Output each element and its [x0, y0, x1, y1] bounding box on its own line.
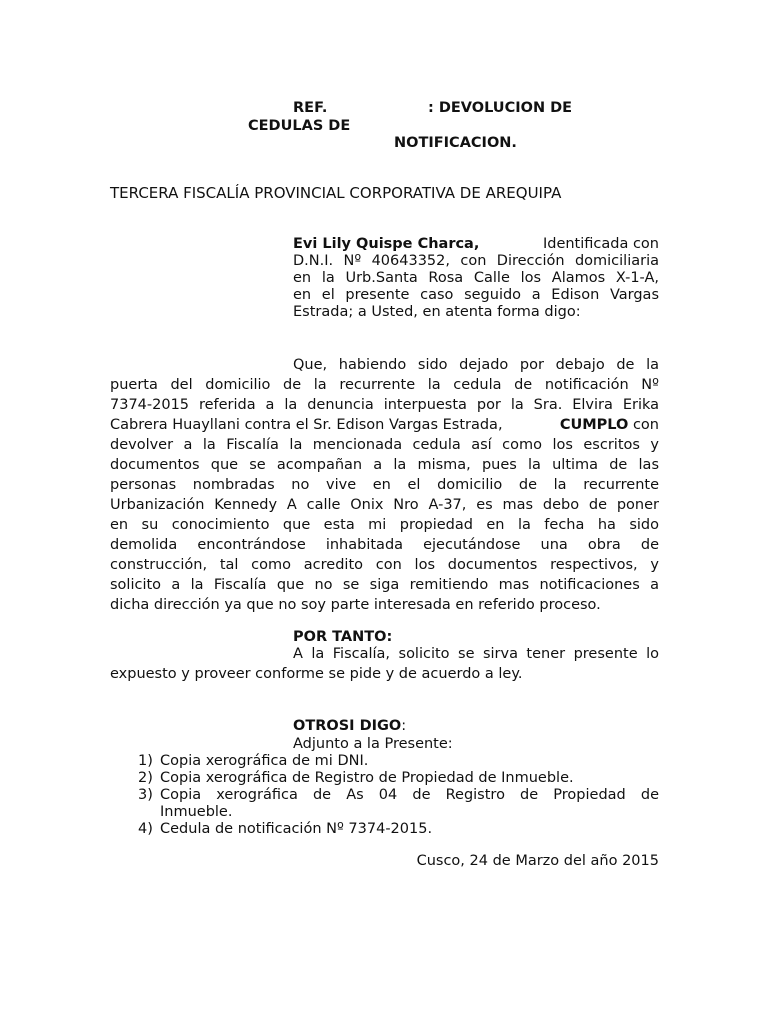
- body-line: devolver a la Fiscalía la mencionada cedula así como los escritos y: [110, 437, 659, 453]
- body-paragraph: [110, 357, 659, 617]
- attachment-number: 3): [138, 787, 153, 803]
- ref-line3: NOTIFICACION.: [394, 135, 517, 151]
- place-date: Cusco, 24 de Marzo del año 2015: [416, 853, 659, 869]
- body-after-bold: con: [632, 417, 659, 433]
- body-line: solicito a la Fiscalía que no se siga remitiendo mas notificaciones a: [110, 577, 659, 593]
- intro-line: en el presente caso seguido a Edison Vargas: [293, 287, 659, 303]
- por-tanto-heading: POR TANTO:: [293, 629, 393, 645]
- intro-line: Estrada; a Usted, en atenta forma digo:: [293, 304, 581, 320]
- sender-name: Evi Lily Quispe Charca,: [293, 236, 480, 252]
- attachment-text: Copia xerográfica de As 04 de Registro de Propiedad de: [160, 787, 659, 803]
- addressee: TERCERA FISCALÍA PROVINCIAL CORPORATIVA DE AREQUIPA: [110, 184, 562, 202]
- ref-line2: CEDULAS DE: [248, 118, 351, 134]
- attachment-number: 4): [138, 821, 153, 837]
- intro-line: D.N.I. Nº 40643352, con Dirección domiciliaria: [293, 253, 659, 269]
- body-line: Que, habiendo sido dejado por debajo de la: [293, 357, 659, 373]
- attachment-text: Copia xerográfica de Registro de Propiedad de Inmueble.: [160, 770, 574, 786]
- body-line: demolida encontrándose inhabitada ejecutándose una obra de: [110, 537, 659, 553]
- body-line: 7374-2015 referida a la denuncia interpuesta por la Sra. Elvira Erika: [110, 397, 659, 413]
- intro-paragraph: [293, 236, 659, 326]
- intro-line: en la Urb.Santa Rosa Calle los Alamos X-1-A,: [293, 270, 659, 286]
- attachment-text: Cedula de notificación Nº 7374-2015.: [160, 821, 433, 837]
- body-line: documentos que se acompañan a la misma, pues la ultima de las: [110, 457, 659, 473]
- attachment-text: Copia xerográfica de mi DNI.: [160, 753, 369, 769]
- body-line: dicha dirección ya que no soy parte interesada en referido proceso.: [110, 597, 601, 613]
- por-tanto-line1: A la Fiscalía, solicito se sirva tener presente lo: [293, 646, 659, 662]
- intro-line1-rest: Identificada con: [542, 236, 659, 252]
- body-line: en su conocimiento que esta mi propiedad en la fecha ha sido: [110, 517, 659, 533]
- attachment-number: 1): [138, 753, 153, 769]
- body-line: puerta del domicilio de la recurrente la cedula de notificación Nº: [110, 377, 659, 393]
- body-line: personas nombradas no vive en el domicilio de la recurrente: [110, 477, 659, 493]
- attachment-text-cont: Inmueble.: [160, 804, 233, 820]
- cumplo-bold: CUMPLO: [559, 417, 629, 433]
- body-line: Urbanización Kennedy A calle Onix Nro A-37, es mas debo de poner: [110, 497, 659, 513]
- otrosi-heading: OTROSI DIGO: [293, 718, 402, 734]
- attachment-number: 2): [138, 770, 153, 786]
- otrosi-intro: Adjunto a la Presente:: [293, 736, 453, 752]
- body-line: construcción, tal como acredito con los documentos respectivos, y: [110, 557, 659, 573]
- ref-label: REF.: [293, 100, 328, 116]
- otrosi-heading-wrap: [293, 718, 406, 734]
- por-tanto-line2: expuesto y proveer conforme se pide y de acuerdo a ley.: [110, 666, 523, 682]
- ref-value: : DEVOLUCION DE: [428, 100, 573, 116]
- body-line: Cabrera Huayllani contra el Sr. Edison Vargas Estrada,: [110, 417, 503, 433]
- otrosi-colon: :: [401, 718, 407, 734]
